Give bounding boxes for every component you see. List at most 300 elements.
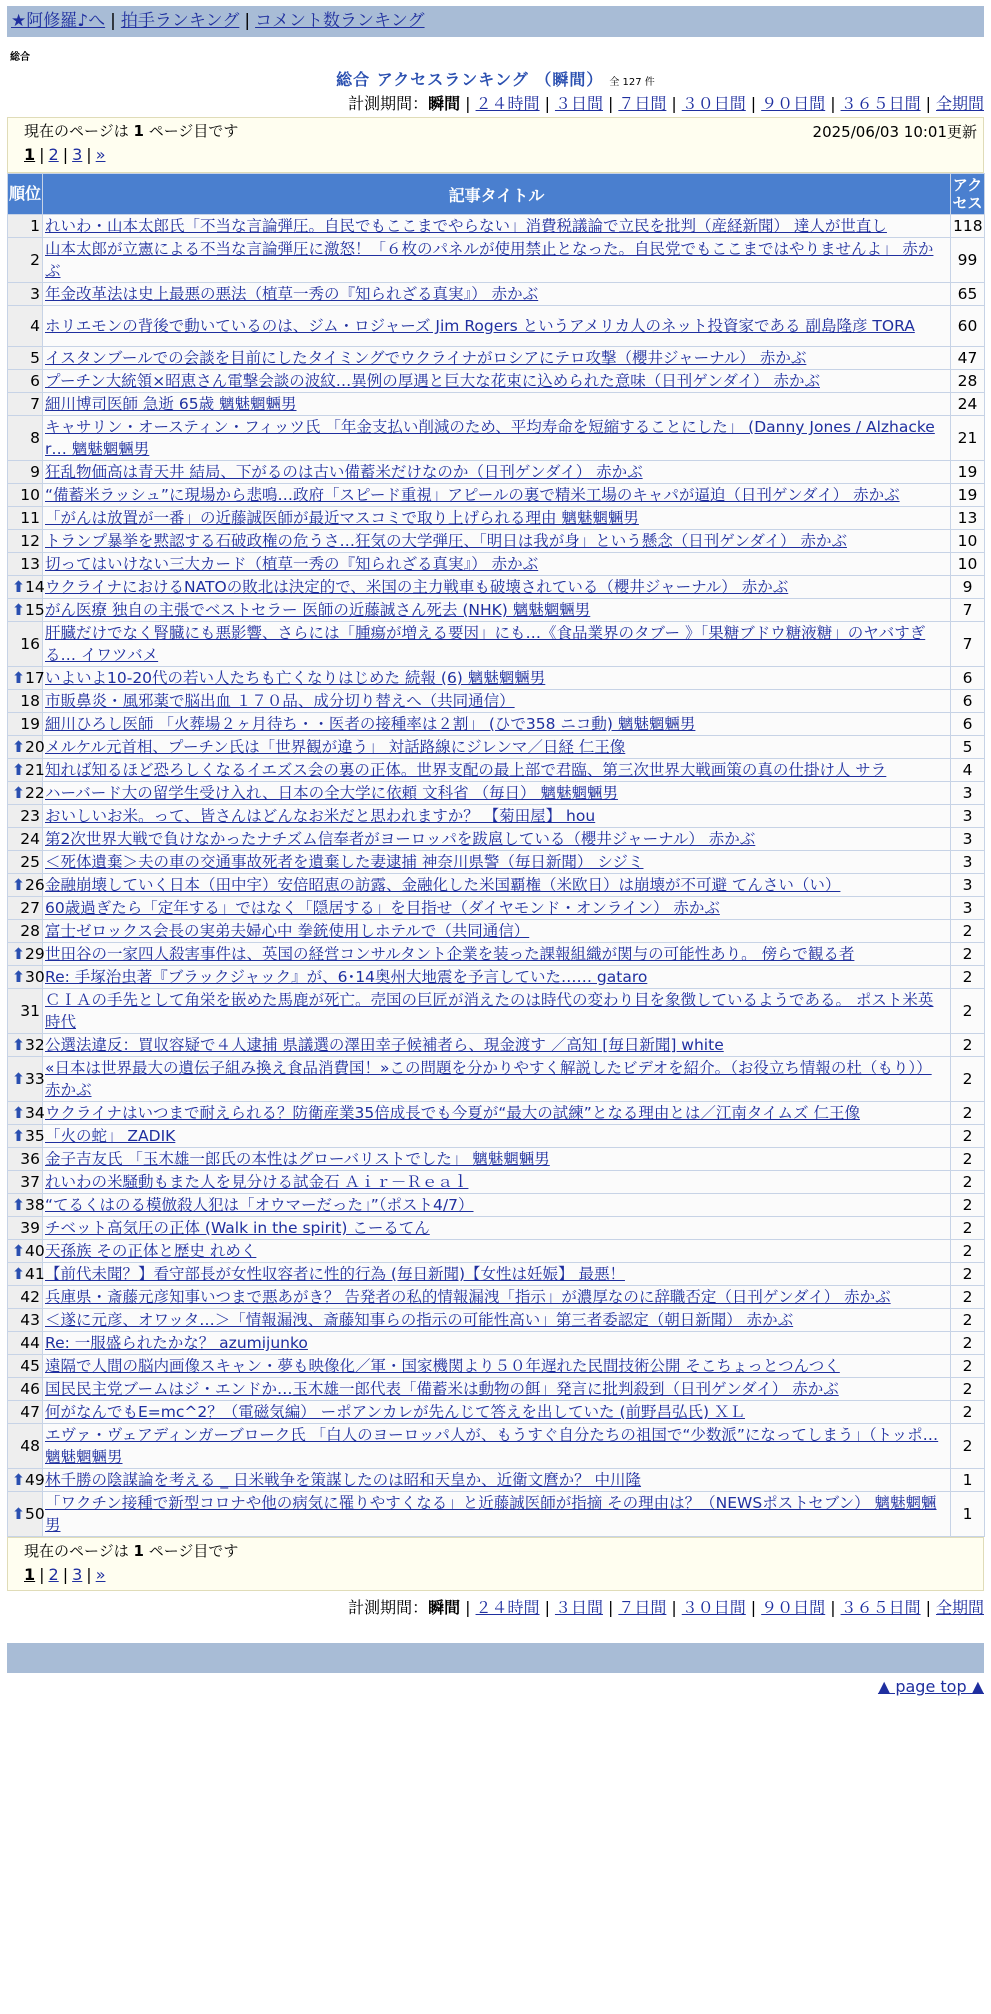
rank-up-arrow-icon: ⬆ [12,945,25,963]
rank-up-arrow-icon: ⬆ [12,784,25,802]
rank-number: 30 [25,968,45,986]
page-status-text: 現在のページは 1 ページ目です [24,1542,239,1560]
rank-up-arrow-icon: ⬆ [12,601,25,619]
breadcrumb: 総合 [10,52,30,63]
title-cell [43,1148,951,1171]
title-cell [43,713,951,736]
access-count: 2 [951,1217,985,1240]
period-link[interactable]: 全期間 [935,1598,984,1617]
pager-top [24,145,975,164]
article-link[interactable]: 60歳過ぎたら「定年する」ではなく「隠居する」を目指せ（ダイヤモンド・オンライン） 赤かぶ [45,899,720,917]
access-count: 24 [951,393,985,416]
rank-number: 32 [25,1036,45,1054]
rank-number: 15 [25,601,45,619]
access-count: 3 [951,874,985,897]
rank-up-arrow-icon: ⬆ [12,1104,25,1122]
rank-cell [8,805,43,828]
access-count: 3 [951,805,985,828]
access-count: 65 [951,283,985,306]
period-current: 瞬間 [428,94,461,113]
pager-link[interactable]: 2 [48,145,59,164]
table-row [8,622,985,667]
title-cell [43,1240,951,1263]
title-cell [43,874,951,897]
rank-cell [8,530,43,553]
article-link[interactable]: 切ってはいけない三大カード（植草一秀の『知られざる真実』） 赤かぶ [45,555,539,573]
nav-link-asyura[interactable]: ★阿修羅♪へ [11,11,106,31]
rank-cell [8,1401,43,1424]
pager-link[interactable]: 3 [72,1565,83,1584]
article-link[interactable]: 富士ゼロックス会長の実弟夫婦心中 拳銃使用しホテルで（共同通信） [45,922,530,940]
article-link[interactable]: 金子吉友氏 「玉木雄一郎氏の本性はグローバリストでした」 魑魅魍魎男 [45,1150,550,1168]
title-cell [43,1263,951,1286]
rank-cell [8,306,43,347]
title-cell [43,667,951,690]
rank-cell [8,576,43,599]
title-cell [43,1424,951,1469]
article-link[interactable]: 細川博司医師 急逝 65歳 魑魅魍魎男 [45,395,297,413]
title-cell [43,851,951,874]
table-row [8,1469,985,1492]
rank-cell [8,1171,43,1194]
column-count: アクセス [951,174,985,215]
rank-up-arrow-icon: ⬆ [12,968,25,986]
rank-cell [8,1355,43,1378]
rank-number: 46 [20,1380,40,1398]
access-count: 7 [951,622,985,667]
rank-cell [8,370,43,393]
rank-cell [8,553,43,576]
period-separator: | [544,94,550,113]
rank-number: 49 [25,1471,45,1489]
table-row [8,805,985,828]
period-link[interactable]: ３日間 [554,94,603,113]
access-count: 2 [951,1171,985,1194]
rank-number: 42 [20,1288,40,1306]
rank-cell [8,1332,43,1355]
rank-number: 1 [30,217,40,235]
article-link[interactable]: 肝臓だけでなく腎臓にも悪影響、さらには「腫瘍が増える要因」にも…《食品業界のタブー 》「果糖ブドウ糖液糖」のヤバすぎる… イワツバメ [45,624,926,664]
pager-link[interactable]: 3 [72,145,83,164]
rank-number: 17 [25,669,45,687]
table-row [8,782,985,805]
article-link[interactable]: ＣＩＡの手先として角栄を嵌めた馬鹿が死亡。売国の巨匠が消えたのは時代の変わり目を象徴しているようである。 ポスト米英時代 [45,991,934,1031]
period-link[interactable]: ３日間 [554,1598,603,1617]
access-count: 2 [951,1125,985,1148]
period-link[interactable]: ９０日間 [761,94,826,113]
rank-cell [8,1057,43,1102]
title-cell [43,1034,951,1057]
title-cell [43,393,951,416]
table-row [8,461,985,484]
rank-number: 22 [25,784,45,802]
rank-cell [8,828,43,851]
period-separator: | [750,1598,757,1617]
access-count: 2 [951,943,985,966]
rank-number: 44 [20,1334,40,1352]
article-link[interactable]: 遠隔で人間の脳内画像スキャン・夢も映像化／軍・国家機関より５０年遅れた民間技術公開 そこちょっとつんつく [45,1357,840,1375]
pager-separator: | [86,1565,92,1584]
period-link[interactable]: ２４時間 [475,94,540,113]
article-link[interactable]: ＜死体遺棄＞夫の車の交通事故死者を遺棄した妻逮捕 神奈川県警（毎日新聞） シジミ [45,853,644,871]
rank-cell [8,484,43,507]
table-row [8,713,985,736]
table-row [8,690,985,713]
article-link[interactable]: ウクライナはいつまで耐えられる？防衛産業35倍成長でも今夏が“最大の試練”となる理由とは／江南タイムズ 仁王像 [45,1104,860,1122]
access-count: 2 [951,920,985,943]
table-row [8,1057,985,1102]
title-cell [43,805,951,828]
pager-link[interactable]: » [95,145,106,164]
rank-number: 18 [20,692,40,710]
table-row [8,920,985,943]
access-count: 60 [951,306,985,347]
table-row [8,553,985,576]
article-link[interactable]: 国民民主党ブームはジ・エンドか…玉木雄一郎代表「備蓄米は動物の餌」発言に批判殺到（日刊ゲンダイ） 赤かぶ [45,1380,839,1398]
table-row [8,530,985,553]
pager-link[interactable]: 2 [48,1565,59,1584]
title-cell [43,989,951,1034]
table-row [8,370,985,393]
title-cell [43,1102,951,1125]
article-link[interactable]: 市販鼻炎・風邪薬で脳出血 １７０品、成分切り替えへ（共同通信） [45,692,515,710]
nav-separator: | [244,11,251,31]
rank-cell [8,897,43,920]
period-link[interactable]: ３０日間 [681,1598,746,1617]
rank-number: 14 [25,578,45,596]
table-row [8,393,985,416]
article-link[interactable]: ＜遂に元彦、オワッタ…＞「情報漏洩、斎藤知事らの指示の可能性高い」第三者委認定（朝日新聞） 赤かぶ [45,1311,794,1329]
table-row [8,874,985,897]
page-title: 総合 アクセスランキング （瞬間） [336,70,604,89]
article-link[interactable]: «日本は世界最大の遺伝子組み換え食品消費国！»この問題を分かりやすく解説したビデオを紹介。（お役立ち情報の杜（もり）） 赤かぶ [45,1059,932,1099]
period-link[interactable]: ７日間 [618,94,667,113]
period-separator: | [830,94,836,113]
table-row [8,759,985,782]
article-link[interactable]: 天孫族 その正体と歴史 れめく [45,1242,257,1260]
article-link[interactable]: れいわの米騒動もまた人を見分ける試金石 Ａｉｒ－Ｒｅａｌ [45,1173,469,1191]
rank-number: 25 [20,853,40,871]
title-cell [43,215,951,238]
table-row [8,1309,985,1332]
column-rank: 順位 [8,174,43,215]
rank-number: 47 [20,1403,40,1421]
title-cell [43,1492,951,1537]
table-row [8,1492,985,1537]
rank-number: 5 [30,349,40,367]
access-count: 7 [951,599,985,622]
article-link[interactable]: 兵庫県・斎藤元彦知事いつまで悪あがき？ 告発者の私的情報漏洩「指示」が濃厚なのに辞職否定（日刊ゲンダイ） 赤かぶ [45,1288,891,1306]
access-count: 2 [951,1424,985,1469]
rank-cell [8,1102,43,1125]
rank-number: 4 [30,317,40,335]
title-cell [43,759,951,782]
title-cell [43,1355,951,1378]
article-link[interactable]: 「がんは放置が一番」の近藤誠医師が最近マスコミで取り上げられる理由 魑魅魍魎男 [45,509,639,527]
rank-up-arrow-icon: ⬆ [12,578,25,596]
access-count: 2 [951,1309,985,1332]
article-link[interactable]: がん医療 独自の主張でベストセラー 医師の近藤誠さん死去 (NHK) 魑魅魍魎男 [45,601,591,619]
rank-up-arrow-icon: ⬆ [12,1471,25,1489]
access-count: 2 [951,989,985,1034]
page-status-top [7,117,984,173]
rank-cell [8,622,43,667]
rank-up-arrow-icon: ⬆ [12,1127,25,1145]
access-count: 6 [951,713,985,736]
article-link[interactable]: 細川ひろし医師 「火葬場２ヶ月待ち・・医者の接種率は２割」 (ひで358 ニコ動) 魑魅魍魎男 [45,715,696,733]
rank-cell [8,713,43,736]
period-label: 計測期間： [348,94,429,113]
article-link[interactable]: 年金改革法は史上最悪の悪法（植草一秀の『知られざる真実』） 赤かぶ [45,285,539,303]
rank-number: 10 [20,486,40,504]
rank-cell [8,759,43,782]
rank-number: 16 [20,635,40,653]
table-row [8,576,985,599]
title-cell [43,238,951,283]
rank-cell [8,238,43,283]
rank-number: 31 [20,1002,40,1020]
rank-cell [8,1194,43,1217]
period-separator: | [544,1598,550,1617]
table-row [8,966,985,989]
rank-number: 37 [20,1173,40,1191]
period-separator: | [671,1598,677,1617]
table-row [8,1355,985,1378]
footer-bar [7,1643,984,1673]
article-link[interactable]: ウクライナにおけるNATOの敗北は決定的で、米国の主力戦車も破壊されている（櫻井ジャーナル） 赤かぶ [45,578,789,596]
rank-number: 12 [20,532,40,550]
ranking-table [7,173,985,1537]
pager-current: 1 [24,1565,36,1584]
table-row [8,1102,985,1125]
access-count: 2 [951,1148,985,1171]
period-link[interactable]: ９０日間 [761,1598,826,1617]
table-row [8,347,985,370]
rank-cell [8,1469,43,1492]
rank-number: 13 [20,555,40,573]
article-link[interactable]: 山本太郎が立憲による不当な言論弾圧に激怒！「６枚のパネルが使用禁止となった。自民党でもここまではやりませんよ」 赤かぶ [45,240,934,280]
article-link[interactable]: 金融崩壊していく日本（田中宇）安倍昭恵の訪露、金融化した米国覇権（米欧日）は崩壊が不可避 てんさい（い） [45,876,841,894]
article-link[interactable]: ハーバード大の留学生受け入れ、日本の全大学に依頼 文科省 （毎日） 魑魅魍魎男 [45,784,618,802]
article-link[interactable]: トランプ暴挙を黙認する石破政権の危うさ…狂気の大学弾圧、「明日は我が身」という懸念（日刊ゲンダイ） 赤かぶ [45,532,847,550]
rank-cell [8,1492,43,1537]
access-count: 2 [951,966,985,989]
rank-up-arrow-icon: ⬆ [12,1265,25,1283]
period-current: 瞬間 [428,1598,461,1617]
access-count: 1 [951,1492,985,1537]
article-link[interactable]: 公選法違反：買収容疑で４人逮捕 県議選の澤田幸子候補者ら、現金渡す ／高知 [毎日新聞] white [45,1036,724,1054]
title-cell [43,1332,951,1355]
rank-up-arrow-icon: ⬆ [12,761,25,779]
title-cell [43,690,951,713]
rank-up-arrow-icon: ⬆ [12,1036,25,1054]
rank-number: 48 [20,1437,40,1455]
period-selector-bottom [7,1595,984,1621]
rank-number: 21 [25,761,45,779]
access-count: 6 [951,667,985,690]
page-top-link[interactable]: ▲ page top ▲ [877,1677,984,1696]
page-top-row [7,1677,984,1696]
column-title: 記事タイトル [43,174,951,215]
period-link[interactable]: ３０日間 [681,94,746,113]
access-count: 3 [951,782,985,805]
rank-up-arrow-icon: ⬆ [12,1242,25,1260]
title-cell [43,966,951,989]
period-link[interactable]: ７日間 [618,1598,667,1617]
article-link[interactable]: 林千勝の陰謀論を考える _ 日米戦争を策謀したのは昭和天皇か、近衛文麿か？ 中川隆 [45,1471,642,1489]
rank-number: 24 [20,830,40,848]
table-row [8,897,985,920]
article-link[interactable]: 「火の蛇」 ZADIK [45,1127,176,1145]
article-link[interactable]: Re: 手塚治虫著『ブラックジャック』が、6･14奥州大地震を予言していた…… gataro [45,968,648,986]
rank-cell [8,989,43,1034]
article-link[interactable]: プーチン大統領×昭恵さん電撃会談の波紋…異例の厚遇と巨大な花束に込められた意味（日刊ゲンダイ） 赤かぶ [45,372,820,390]
table-row [8,416,985,461]
rank-number: 6 [30,372,40,390]
rank-number: 29 [25,945,45,963]
period-separator: | [465,1598,471,1617]
access-count: 19 [951,484,985,507]
title-cell [43,1171,951,1194]
rank-number: 11 [20,509,40,527]
access-count: 3 [951,897,985,920]
period-link[interactable]: ２４時間 [475,1598,540,1617]
article-link[interactable]: “てるくはのる模倣殺人犯は「オウマーだった」”（ポスト4/7） [45,1196,474,1214]
period-link[interactable]: 全期間 [935,94,984,113]
article-link[interactable]: “備蓄米ラッシュ”に現場から悲鳴…政府「スピード重視」アピールの裏で精米工場のキャパが逼迫（日刊ゲンダイ） 赤かぶ [45,486,900,504]
title-cell [43,507,951,530]
period-link[interactable]: ３６５日間 [840,94,921,113]
nav-link-comment-ranking[interactable]: コメント数ランキング [255,11,425,31]
period-separator: | [750,94,757,113]
rank-number: 27 [20,899,40,917]
article-link[interactable]: Re: 一服盛られたかな？ azumijunko [45,1334,308,1352]
article-link[interactable]: 狂乱物価高は青天井 結局、下がるのは古い備蓄米だけなのか（日刊ゲンダイ） 赤かぶ [45,463,643,481]
nav-separator: | [110,11,116,31]
rank-number: 45 [20,1357,40,1375]
article-link[interactable]: ホリエモンの背後で動いているのは、ジム・ロジャーズ Jim Rogers というアメリカ人のネット投資家である 副島隆彦 TORA [45,317,915,335]
table-row [8,599,985,622]
article-link[interactable]: いよいよ10-20代の若い人たちも亡くなりはじめた 続報 (6) 魑魅魍魎男 [45,669,546,687]
access-count: 10 [951,553,985,576]
rank-cell [8,920,43,943]
period-separator: | [465,94,471,113]
access-count: 47 [951,347,985,370]
access-count: 99 [951,238,985,283]
rank-cell [8,736,43,759]
title-cell [43,1194,951,1217]
access-count: 2 [951,1355,985,1378]
rank-number: 8 [30,429,40,447]
access-count: 2 [951,1263,985,1286]
rank-cell [8,215,43,238]
table-row [8,828,985,851]
nav-link-clap-ranking[interactable]: 拍手ランキング [120,11,240,31]
rank-up-arrow-icon: ⬆ [12,669,25,687]
table-row [8,1171,985,1194]
title-cell [43,306,951,347]
rank-number: 43 [20,1311,40,1329]
article-link[interactable]: エヴァ・ヴェアディンガーブローク氏 「白人のヨーロッパ人が、もうすぐ自分たちの祖国で“少数派”になってしまう」（トッポ… 魑魅魍魎男 [45,1426,939,1466]
rank-up-arrow-icon: ⬆ [12,738,25,756]
article-link[interactable]: 世田谷の一家四人殺害事件は、英国の経営コンサルタント企業を装った課報組織が関与の可能性あり。 傍らで観る者 [45,945,855,963]
rank-cell [8,1286,43,1309]
title-cell [43,1469,951,1492]
table-row [8,1401,985,1424]
title-cell [43,599,951,622]
rank-number: 19 [20,715,40,733]
access-count: 3 [951,828,985,851]
table-row [8,484,985,507]
access-count: 4 [951,759,985,782]
rank-cell [8,966,43,989]
rank-cell [8,599,43,622]
pager-separator: | [39,145,45,164]
rank-cell [8,690,43,713]
rank-number: 40 [25,1242,45,1260]
article-link[interactable]: 知れば知るほど恐ろしくなるイエズス会の裏の正体。世界支配の最上部で君臨、第三次世界大戦画策の真の仕掛け人 サラ [45,761,887,779]
title-cell [43,370,951,393]
rank-cell [8,1125,43,1148]
access-count: 2 [951,1102,985,1125]
rank-up-arrow-icon: ⬆ [12,1196,25,1214]
pager-bottom [24,1565,975,1584]
rank-number: 50 [25,1505,45,1523]
period-separator: | [830,1598,836,1617]
title-cell [43,920,951,943]
title-cell [43,484,951,507]
rank-number: 33 [25,1070,45,1088]
article-link[interactable]: イスタンブールでの会談を目前にしたタイミングでウクライナがロシアにテロ攻撃（櫻井ジャーナル） 赤かぶ [45,349,807,367]
access-count: 2 [951,1286,985,1309]
table-row [8,1378,985,1401]
article-link[interactable]: れいわ・山本太郎氏「不当な言論弾圧。自民でもここまでやらない」消費税議論で立民を批判（産経新聞） 達人が世直し [45,217,887,235]
article-link[interactable]: 「ワクチン接種で新型コロナや他の病気に罹りやすくなる」と近藤誠医師が指摘 その理由は？（NEWSポストセブン） 魑魅魍魎男 [45,1494,937,1534]
article-link[interactable]: キャサリン・オースティン・フィッツ氏 「年金支払い削減のため、平均寿命を短縮することにした」 (Danny Jones / Alzhacker… 魑魅魍魎男 [45,418,935,458]
page-status-bottom [7,1537,984,1591]
pager-link[interactable]: » [95,1565,106,1584]
rank-number: 2 [30,251,40,269]
rank-number: 41 [25,1265,45,1283]
period-link[interactable]: ３６５日間 [840,1598,921,1617]
rank-number: 9 [30,463,40,481]
table-row [8,1125,985,1148]
rank-cell [8,1240,43,1263]
article-link[interactable]: おいしいお米。って、皆さんはどんなお米だと思われますか？ 【菊田屋】 hou [45,807,596,825]
article-link[interactable]: 第2次世界大戦で負けなかったナチズム信奉者がヨーロッパを跋扈している（櫻井ジャーナル） 赤かぶ [45,830,756,848]
rank-cell [8,1263,43,1286]
rank-cell [8,347,43,370]
title-cell [43,461,951,484]
table-row [8,283,985,306]
article-link[interactable]: チベット高気圧の正体 (Walk in the spirit) こーるてん [45,1219,430,1237]
article-link[interactable]: 何がなんでもE=mc^2？（電磁気編） ーポアンカレが先んじて答えを出していた (前野昌弘氏) ＸＬ [45,1403,746,1421]
title-cell [43,1217,951,1240]
rank-number: 3 [30,285,40,303]
rank-cell [8,1424,43,1469]
pager-separator: | [39,1565,45,1584]
article-link[interactable]: メルケル元首相、プーチン氏は「世界観が違う」 対話路線にジレンマ／日経 仁王像 [45,738,626,756]
access-count: 1 [951,1469,985,1492]
table-row [8,736,985,759]
article-link[interactable]: 【前代未聞？】看守部長が女性収容者に性的行為 (毎日新聞)【女性は妊娠】 最悪！ [45,1265,625,1283]
access-count: 2 [951,1034,985,1057]
rank-cell [8,461,43,484]
title-cell [43,416,951,461]
rank-number: 26 [25,876,45,894]
access-count: 3 [951,851,985,874]
rank-number: 39 [20,1219,40,1237]
